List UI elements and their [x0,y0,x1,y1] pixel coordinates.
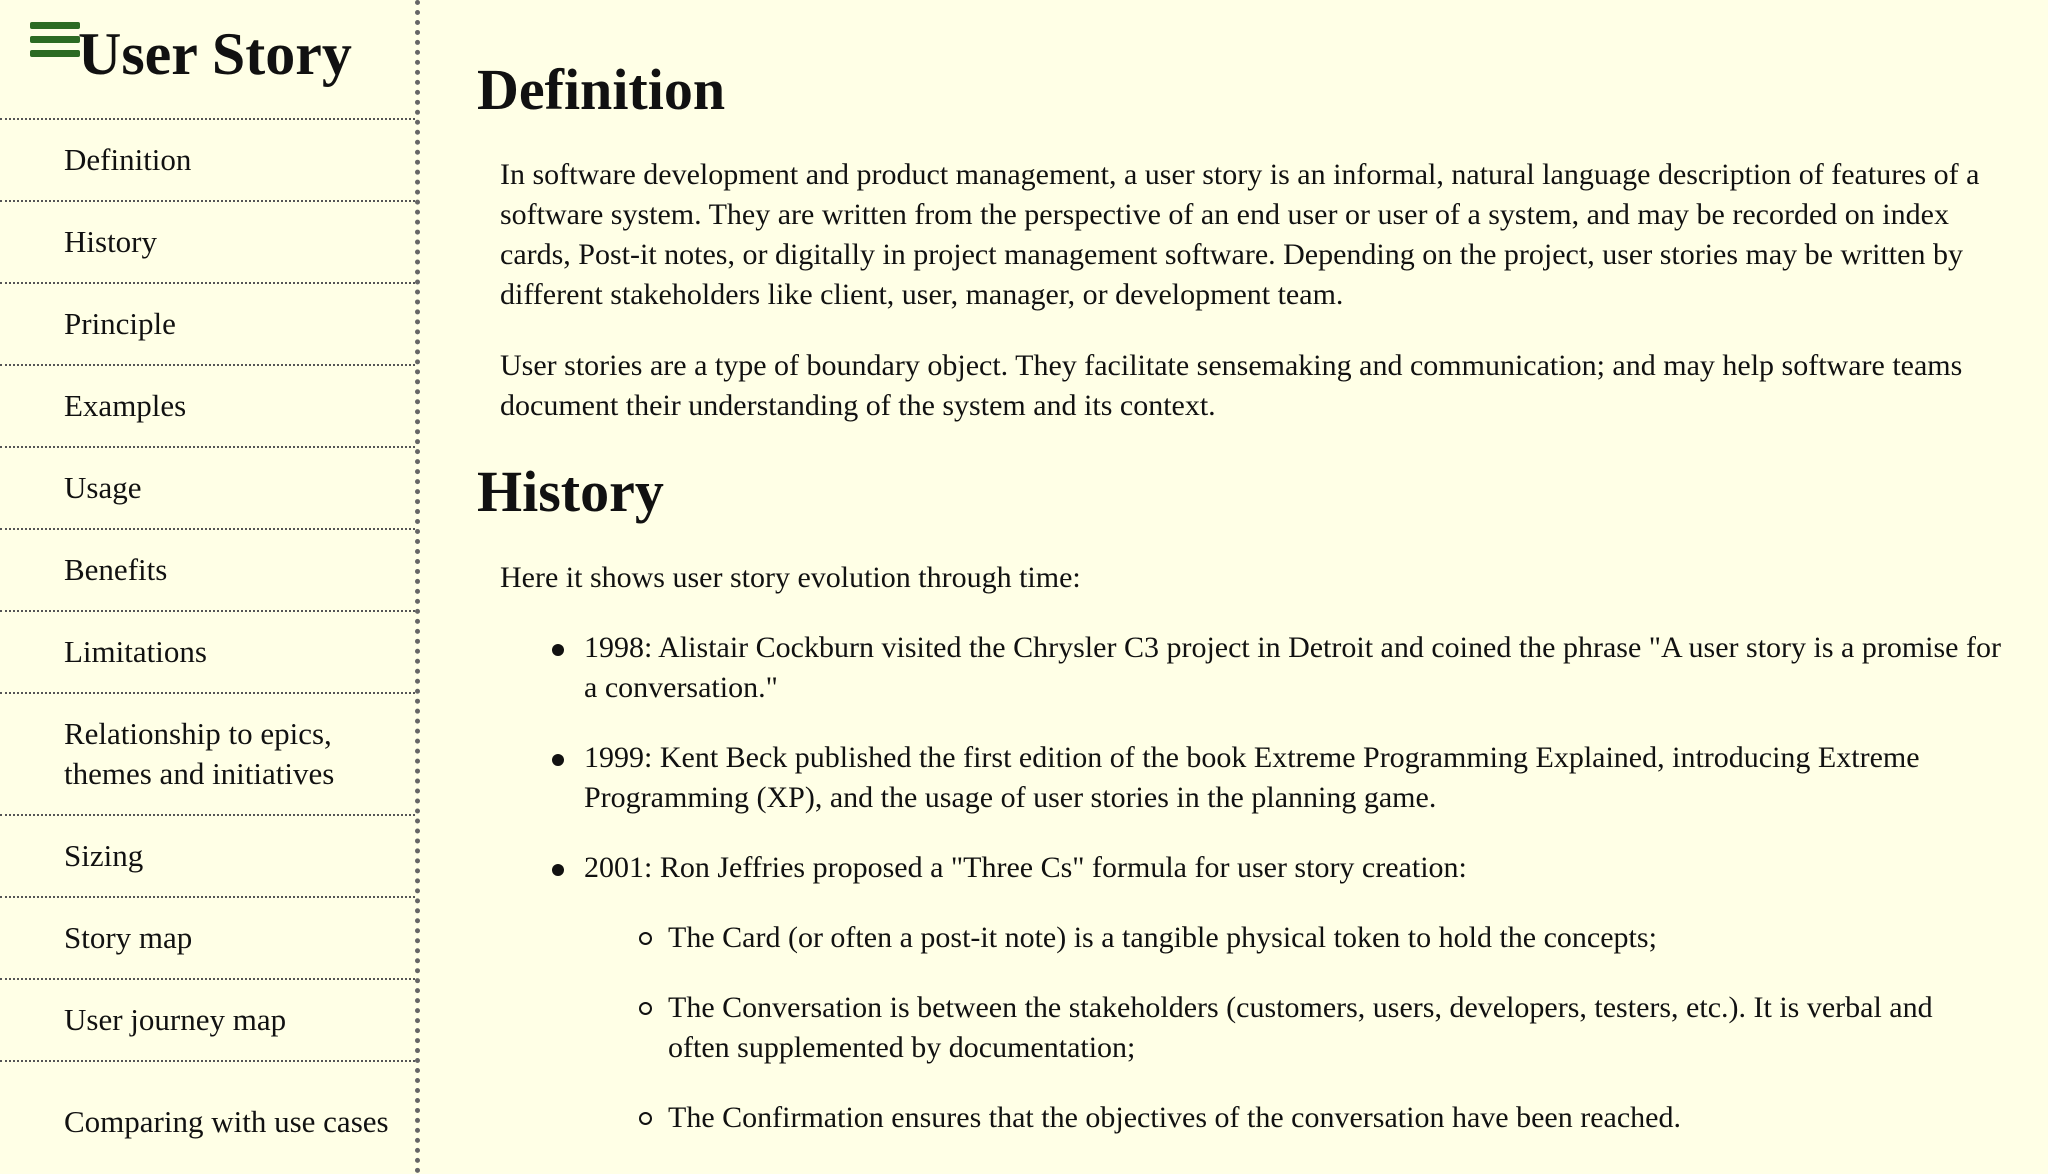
circle-bullet-icon [639,1112,652,1125]
sidebar-item-limitations[interactable]: Limitations [0,612,415,694]
sublist-item [584,988,1998,1068]
menu-icon-bar [30,36,80,43]
history-heading: History [477,459,664,524]
sidebar-item-story-map[interactable]: Story map [0,898,415,980]
sidebar-item-usage[interactable]: Usage [0,448,415,530]
sublist-item-text: The Conversation is between the stakeholders (customers, users, developers, testers, etc.). It is verbal and often supplemented by documentation; [668,991,1933,1064]
circle-bullet-icon [639,1002,652,1015]
sidebar-item-examples[interactable]: Examples [0,366,415,448]
sublist-item [584,918,1998,958]
menu-icon-bar [30,50,80,57]
sidebar-item-benefits[interactable]: Benefits [0,530,415,612]
sidebar-item-relationship[interactable]: Relationship to epics, themes and initiatives [0,694,415,816]
bullet-icon [552,754,564,766]
definition-paragraph-2: User stories are a type of boundary object. They facilitate sensemaking and communication; and may help software teams document their understanding of the system and its context. [500,349,1963,422]
history-list-item [477,848,2017,1138]
main-content [477,0,2017,1174]
history-item-text: 2001: Ron Jeffries proposed a "Three Cs" formula for user story creation: [584,851,1467,884]
history-item-text: 1998: Alistair Cockburn visited the Chrysler C3 project in Detroit and coined the phrase "A user story is a promise for a conversation." [584,631,2001,704]
three-cs-sublist [584,918,2017,1138]
sidebar-item-sizing[interactable]: Sizing [0,816,415,898]
sidebar [0,0,420,1174]
hamburger-menu-icon[interactable] [30,22,80,64]
sublist-item [584,1098,1998,1138]
bullet-icon [552,864,564,876]
history-item-text: 1999: Kent Beck published the first edition of the book Extreme Programming Explained, introducing Extreme Programming (XP), and the usage of user stories in the planning game. [584,741,1920,814]
sidebar-nav-list [0,120,415,1174]
circle-bullet-icon [639,932,652,945]
site-title: User Story [78,21,352,87]
definition-paragraph-1: In software development and product management, a user story is an informal, natural language description of features of a software system. They are written from the perspective of an end user or user of a system, and may be recorded on index cards, Post-it notes, or digitally in project management software. Depending on the project, user stories may be written by different stakeholders like client, user, manager, or development team. [500,158,1980,311]
history-list [477,628,2017,1168]
menu-icon-bar [30,22,80,29]
history-list-item [477,628,2017,708]
sidebar-item-principle[interactable]: Principle [0,284,415,366]
sublist-item-text: The Confirmation ensures that the objectives of the conversation have been reached. [668,1101,1681,1134]
history-intro: Here it shows user story evolution through time: [500,561,1081,594]
sidebar-item-comparing-use-cases[interactable]: Comparing with use cases [0,1062,415,1174]
history-list-item [477,738,2017,818]
sidebar-item-user-journey-map[interactable]: User journey map [0,980,415,1062]
sidebar-header [0,0,415,120]
definition-heading: Definition [477,57,726,122]
bullet-icon [552,644,564,656]
sublist-item-text: The Card (or often a post-it note) is a tangible physical token to hold the concepts; [668,921,1657,954]
sidebar-item-definition[interactable]: Definition [0,120,415,202]
sidebar-item-history[interactable]: History [0,202,415,284]
